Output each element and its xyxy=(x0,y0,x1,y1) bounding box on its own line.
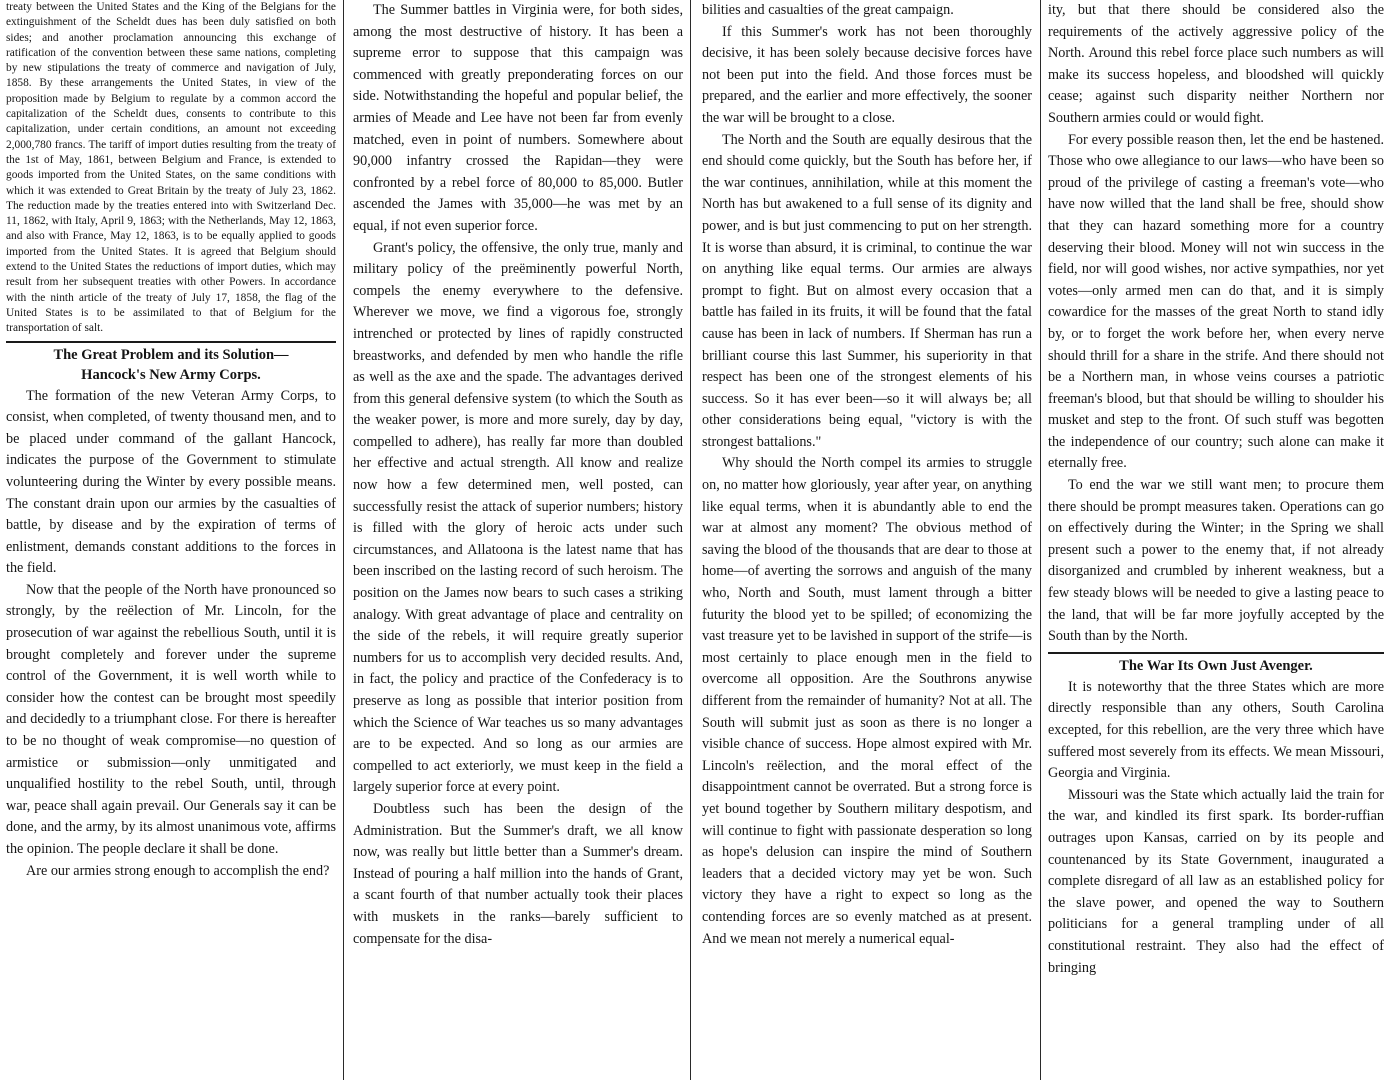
article-paragraph: To end the war we still want men; to procure them there should be prompt measures taken. Operations can go on effectively during the Winter; in the Spring we shall present such a power to the enemy that, if not already disorganized and crumbled by inherent weakness, but a few steady blows will be needed to give a lasting peace to the land, that will be far more joyfully accepted by the South than by the North. xyxy=(1048,477,1384,645)
column-rule xyxy=(1040,0,1041,1080)
article-subheadline: Hancock's New Army Corps. xyxy=(81,366,261,383)
article-paragraph: If this Summer's work has not been thoroughly decisive, it has been solely because decisive forces have not been put into the field. And those forces must be prepared, and the earlier and more effectively, the sooner the war will be brought to a close. xyxy=(702,23,1032,126)
treaty-paragraph: treaty between the United States and the King of the Belgians for the extinguishment of the Scheldt dues has been duly satisfied on both sides; and another proclamation announcing this exchange of ratification of the convention between these same nations, completing by new stipulations the treaty of commerce and navigation of July, 1858. By these arrangements the United States, in view of the proposition made by Belgium to regulate by a common accord the capitalization of the Scheldt dues, consents to contribute to this capitalization, under certain conditions, an amount not exceeding 2,000,780 francs. The tariff of import duties resulting from the treaty of the 1st of May, 1861, between Belgium and France, is extended to goods imported from the United States, on the same conditions with which it was extended to Great Britain by the treaty of July 23, 1862. The reduction made by the treaties entered into with Switzerland Dec. 11, 1862, with Italy, April 9, 1863; with the Netherlands, May 12, 1863, and also with France, May 12, 1863, is to be equally applied to goods imported from the United States. It is agreed that Belgium should extend to the United States the reductions of import duties, which may result from her subsequent treaties with other Powers. In accordance with the ninth article of the treaty of July 17, 1858, the flag of the United States is to be assimilated to that of Belgium for the transportation of salt. xyxy=(6,1,336,335)
article-paragraph: The North and the South are equally desirous that the end should come quickly, but the South has before her, if the war continues, annihilation, while at this moment the North has but awakened to a full sense of its dignity and power, and is but just commencing to put on her strength. It is worse than absurd, it is criminal, to continue the war on anything like equal terms. Our armies are always prompt to fight. But on almost every occasion that a battle has failed in its fruits, it will be found that the fatal cause has been in lack of numbers. If Sherman has run a brilliant course this last Summer, his superiority in that respect has been one of the strongest elements of his success. So it has ever been—so it will always be; all other considerations being equal, "victory is with the strongest battalions." xyxy=(702,131,1032,450)
article-paragraph: Grant's policy, the offensive, the only true, manly and military policy of the preëminently powerful North, compels the enemy everywhere to the defensive. Wherever we move, we find a vigorous foe, strongly intrenched or protected by lines of rapidly constructed breastworks, and defended by men who handle the rifle as well as the axe and the spade. The advantages derived from this general defensive system (to which the South as the weaker power, is more and more surely, day by day, compelled to adhere), has really far more than doubled her effective and actual strength. All know and realize now how a few determined men, well posted, can successfully resist the attack of superior numbers; history is filled with the glory of heroic acts under such circumstances, and Allatoona is the latest name that has been inscribed on the lasting record of such heroism. The position on the James now bears to such cases a striking analogy. With great advantage of place and centrality on the side of the rebels, it will require greatly superior numbers for us to accomplish very decided results. And, in fact, the policy and practice of the Confederacy is to preserve as long as possible that interior position from which the Science of War teaches us so many advantages are to be expected. And so long as our armies are compelled to act exteriorly, we must keep in the field a largely superior force at every point. xyxy=(353,239,683,796)
article-paragraph: Doubtless such has been the design of the Administration. But the Summer's draft, we all know now, was really but little better than a Summer's dream. Instead of pouring a half million into the hands of Grant, a scant fourth of that number actually took their places with muskets in the ranks—barely sufficient to compensate for the disa- xyxy=(353,800,683,947)
article-paragraph: ity, but that there should be considered also the requirements of the actively aggressive policy of the North. Around this rebel force place such numbers as will make its success hopeless, and bloodshed will quickly cease; against such disparity neither Northern nor Southern armies could or would fight. xyxy=(1048,2,1384,126)
article-paragraph: It is noteworthy that the three States which are more directly responsible than any others, South Carolina excepted, for this rebellion, are the very three which have suffered most severely from its effects. We mean Missouri, Georgia and Virginia. xyxy=(1048,678,1384,782)
article-headline: The Great Problem and its Solution— xyxy=(53,346,289,363)
article-paragraph: Are our armies strong enough to accomplish the end? xyxy=(26,862,330,879)
article-paragraph: The Summer battles in Virginia were, for both sides, among the most destructive of history. It has been a supreme error to suppose that this campaign was commenced with greatly preponderating forces on our side. Notwithstanding the hopeful and popular belief, the armies of Meade and Lee have not been far from evenly matched, even in point of numbers. Somewhere about 90,000 infantry crossed the Rapidan—they were confronted by a rebel force of 80,000 to 85,000. Butler ascended the James with 35,000—he was met by an equal, if not even superior force. xyxy=(353,2,683,234)
article-paragraph: The formation of the new Veteran Army Corps, to consist, when completed, of twenty thousand men, and to be placed under command of the gallant Hancock, indicates the purpose of the Government to stimulate volunteering during the Winter by every possible means. The constant drain upon our armies by the casualties of battle, by disease and by the expiration of terms of enlistment, demands constant additions to the forces in the field. xyxy=(6,387,336,577)
column-2 xyxy=(353,0,683,1080)
section-divider xyxy=(1048,652,1384,654)
column-1 xyxy=(6,0,336,1080)
column-rule xyxy=(343,0,344,1080)
article-headline: The War Its Own Just Avenger. xyxy=(1119,657,1313,674)
section-divider xyxy=(6,341,336,343)
article-paragraph: bilities and casualties of the great campaign. xyxy=(702,2,954,18)
article-paragraph: Missouri was the State which actually laid the train for the war, and kindled its first spark. Its border-ruffian outrages upon Kansas, carried on by its people and countenanced by its State Government, inaugurated a complete disregard of all law as an established policy for the slave power, and opened the way to Southern politicians for a general trampling under of all constitutional restraint. They also had the effect of bringing xyxy=(1048,786,1384,976)
column-rule xyxy=(690,0,691,1080)
column-3 xyxy=(702,0,1032,1080)
article-paragraph: For every possible reason then, let the end be hastened. Those who owe allegiance to our laws—who have been so proud of the privilege of casting a freeman's vote—who have now willed that the land shall be free, should show that they can hazard something more for a country deserving their blood. Money will not win success in the field, nor will good wishes, nor active sympathies, nor yet votes—only armed men can do that, and it is simply cowardice for the masses of the great North to stand idly by, or to forget the work before her, when every nerve should thrill for a share in the strife. And there should not be a Northern man, in whose veins courses a patriotic freeman's blood, but that should be willing to shoulder his musket and step to the front. Of such stuff was begotten the independence of our country; such alone can make it eternally free. xyxy=(1048,131,1384,472)
article-paragraph: Why should the North compel its armies to struggle on, no matter how gloriously, year after year, on anything like equal terms, when it is abundantly able to end the war at almost any moment? The obvious method of saving the blood of the thousands that are dear to those at home—of averting the sorrows and anguish of the many who, North and South, must lament through a bitter futurity the blood yet to be spilled; of economizing the vast treasure yet to be lavished in support of the strife—is most certainly to place enough men in the field to overcome all opposition. Are the Southrons anywise different from the remainder of humanity? Not at all. The South will submit just as soon as there is no longer a visible chance of success. Hope almost expired with Mr. Lincoln's reëlection, and the moral effect of the disappointment cannot be overrated. But a strong force is yet bound together by Southern military despotism, and will continue to fight with passionate desperation so long as hope's delusion can inspire the mind of Southern leaders that a decided victory may yet be won. Such victory they have a right to expect so long as the contending forces are so evenly matched as at present. And we mean not merely a numerical equal- xyxy=(702,455,1032,947)
article-paragraph: Now that the people of the North have pronounced so strongly, by the reëlection of Mr. Lincoln, for the prosecution of war against the rebellious South, until it is brought completely and forever under the supreme control of the Government, it is well worth while to consider how the contest can be brought most speedily and decidedly to a triumphant close. For there is hereafter to be no thought of weak compromise—no question of armistice or submission—only unmitigated and unqualified hostility to the rebel South, until, through war, peace shall again prevail. Our Generals say it can be done, and the army, by its almost unanimous vote, affirms the opinion. The people declare it shall be done. xyxy=(6,581,336,857)
column-4 xyxy=(1048,0,1384,1080)
